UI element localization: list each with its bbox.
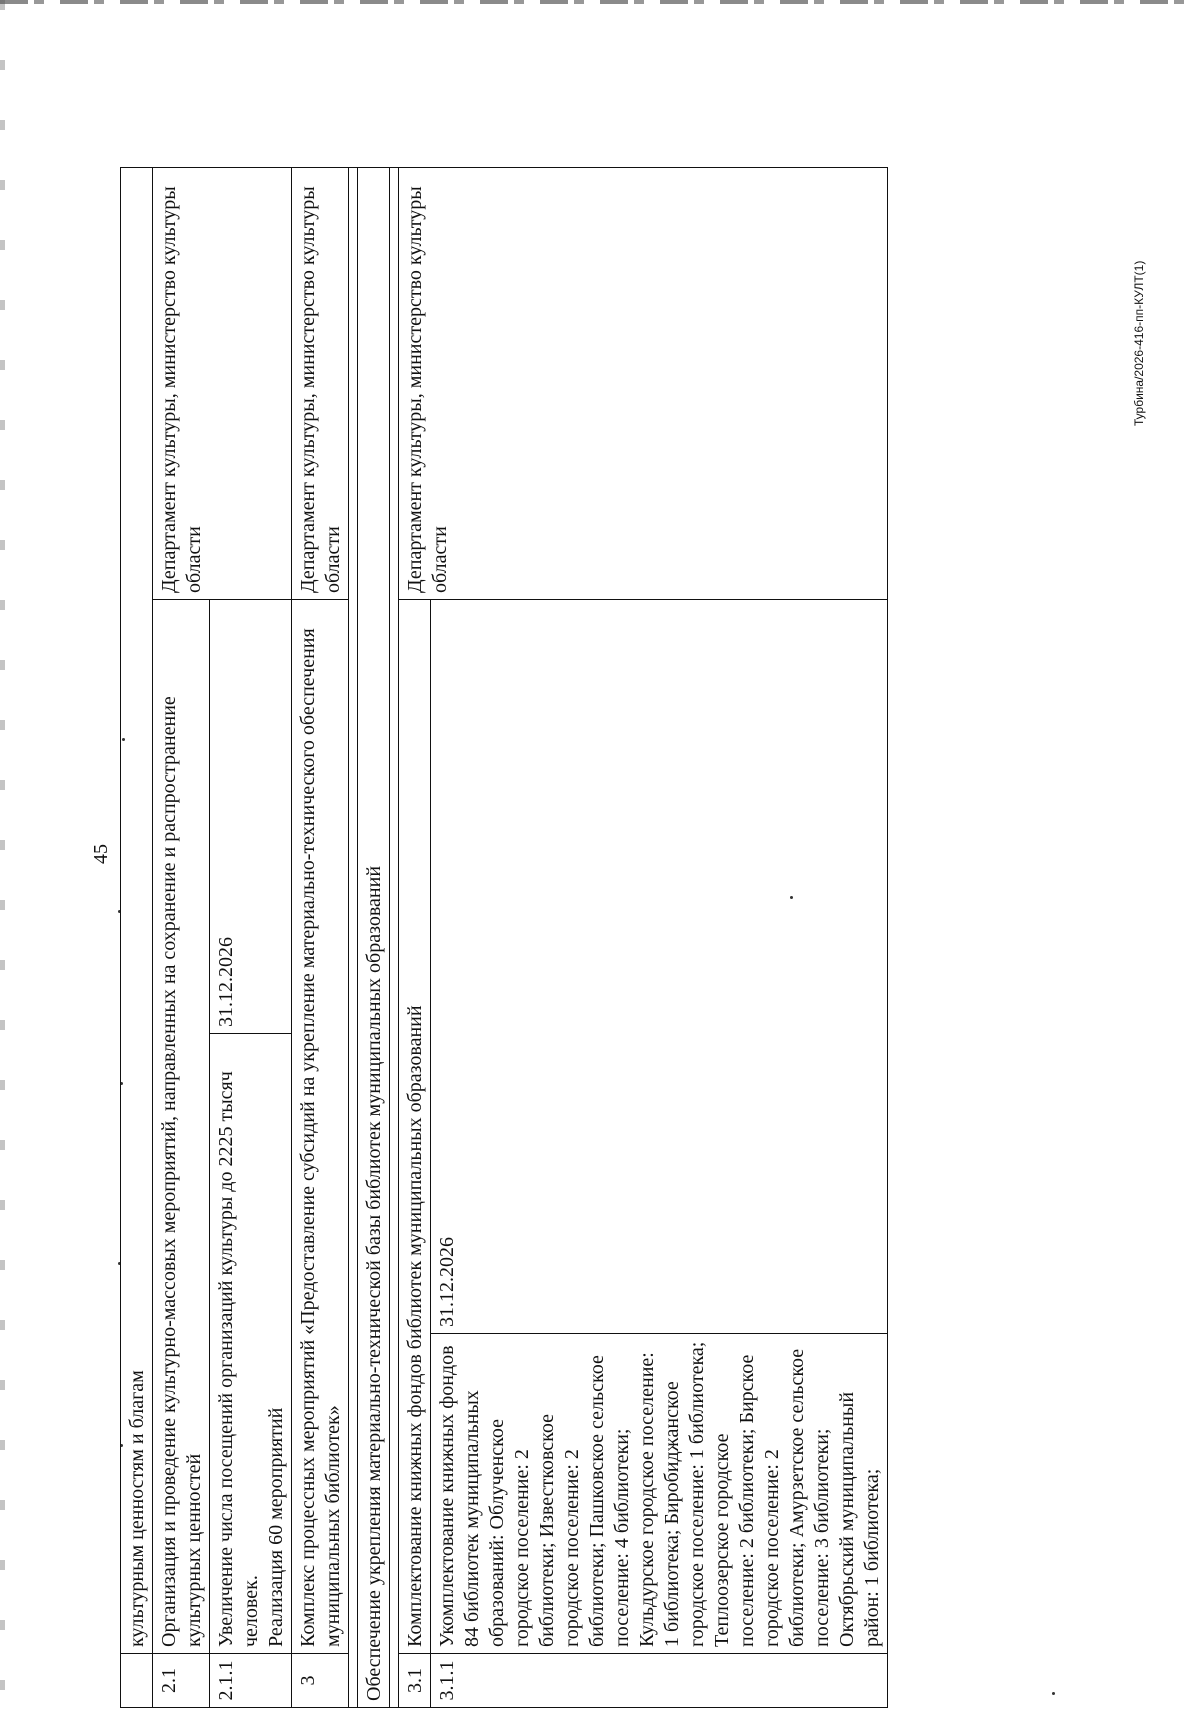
date-cell: 31.12.2026 [431, 600, 888, 1334]
date-cell: 31.12.2026 [210, 600, 292, 1034]
row-text: Увеличение числа посещений организаций культуры до 2225 тысяч человек. Реализация 60 мероприятий [210, 1034, 292, 1654]
row-text: Организация и проведение культурно-массовых мероприятий, направленных на сохранение и распространение культурных ценностей [153, 600, 210, 1654]
plan-table [120, 167, 888, 1708]
responsible-cell: Департамент культуры, министерство культуры области [399, 167, 888, 599]
table-row [153, 167, 210, 1707]
table-row-spacer [390, 167, 399, 1707]
responsible-cell: Департамент культуры, министерство культуры области [153, 167, 292, 599]
section-heading: Обеспечение укрепления материально-технической базы библиотек муниципальных образований [358, 167, 390, 1707]
footer-document-code: Турбина/2026-416-пп-КУЛТ(1) [1132, 260, 1146, 426]
spacer-cell [390, 167, 399, 1707]
row-number: 2.1 [153, 1654, 210, 1708]
row-text: Комплектование книжных фондов библиотек муниципальных образований [399, 600, 431, 1654]
row-text: Комплекс процессных мероприятий «Предоставление субсидий на укрепление материально-технического обеспечения муниципальных библиотек» [292, 600, 349, 1654]
row-number-cell [121, 1654, 153, 1708]
row-number: 3.1 [399, 1654, 431, 1708]
row-number: 2.1.1 [210, 1654, 292, 1708]
table-row [292, 167, 349, 1707]
table-row [358, 167, 390, 1707]
row-text: культурным ценностям и благам [121, 167, 153, 1653]
page-number: 45 [90, 844, 112, 864]
row-number: 3.1.1 [431, 1654, 888, 1708]
row-number: 3 [292, 1654, 349, 1708]
table-row-spacer [349, 167, 358, 1707]
responsible-cell: Департамент культуры, министерство культуры области [292, 167, 349, 599]
row-text: Укомплектование книжных фондов 84 библиотек муниципальных образований: Облученское городское поселение: 2 библиотеки; Известковское городское поселение: 2 библиотеки; Пашковское сельское поселение: 4 библиотеки; Кульдурское городское поселение: 1 библиотека; Биробиджанское городское поселение: 1 библиотека; Теплоозерское городское поселение: 2 библиотеки; Бирское городское поселение: 2 библиотеки; Амурзетское сельское поселение: 3 библиотеки; Октябрьский муниципальный район: 1 библиотека; [431, 1334, 888, 1654]
spacer-cell [349, 167, 358, 1707]
table-row [399, 167, 431, 1707]
table-row [121, 167, 153, 1707]
